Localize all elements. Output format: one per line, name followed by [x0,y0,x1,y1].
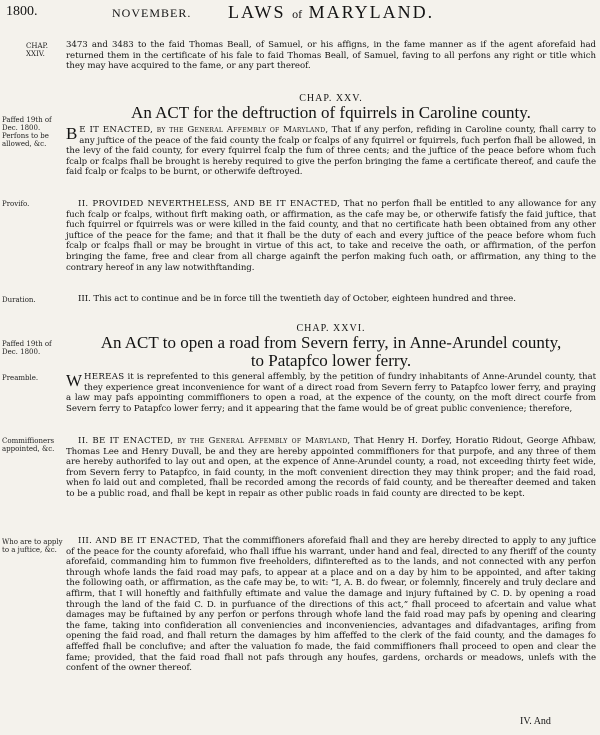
chapter-26-label: CHAP. XXVI. [296,323,366,334]
page-year: 1800. [6,4,38,19]
title-maryland: MARYLAND. [308,2,435,22]
enact-text: That if any perfon, refiding in Caroline county, fhall carry to any juftice of the peace of the faid county the fcalp or fcalps of any fquirrel or fquirrels, fuch perfon fhall be allowed, in the levy of the faid county, for every fquirrel fcalp the fum of three cents; and the juftice of the peace before whom fuch fcalp or fcalps fhall be brought is hereby required to give the perfon bringing the fame a certificate thereof, and caufe the faid fcalp or fcalps to be burnt, or otherwife deftroyed. [66,125,596,178]
chapter-26-preamble [66,372,596,414]
margin-chap-label: CHAP. [26,42,49,50]
margin-preamble: Preamble. [2,374,39,382]
page-month: NOVEMBER. [112,6,192,20]
chapter-25-label: CHAP. XXV. [299,93,363,104]
chapter-25-duration: III. This act to continue and be in force till the twentieth day of October, eighteen hundred and three. [78,294,516,304]
chapter-26-act-title [66,334,596,370]
page-title [228,2,434,23]
margin-duration: Duration. [2,296,36,304]
title-laws: LAWS [228,2,286,22]
enact-26-text: That Henry H. Dorfey, Horatio Ridout, George Afhbaw, Thomas Lee and Henry Duvall, be and they are hereby appointed commiffioners for that purpofe, and any three of them are hereby authorifed to lay out and open, at the expence of Anne-Arundel county, a road, not exceeding thirty feet wide, from Severn ferry to Patapfco, in faid county, in the moft convenient direction they may think proper; and the faid road, when fo laid out and completed, fhall be recorded among the records of faid county, and be thereafter deemed and taken to be a public road, and fhall be kept in repair as other public roads in faid county are directed to be kept. [66,436,596,499]
enact-lead: E IT ENACTED, by the General Affembly of Maryland, [79,125,329,135]
apply-text: That the commiffioners aforefaid fhall and they are hereby directed to apply to any juftice of the peace for the county aforefaid, who fhall iffue his warrant, under hand and feal, directed to any fheriff of the county aforefaid, commanding him to fummon five freeholders, difinterefted as to the lands, and not connected with any perfon through whofe lands the faid road may pafs, to appear at a place and on a day by him to be appointed, and after taking the following oath, or affirmation, as the cafe may be, to wit: “I, A. B. do fwear, or folemnly, fincerely and truly declare and affirm, that I will honeftly and faithfully eftimate and value the damage and injury fuftained by C. D. by opening a road through the land of the faid C. D. in purfuance of the directions of this act,” fhall proceed to afcertain and value what damages may be fuftained by any perfon or perfons through whofe land the faid road may pafs by opening and clearing the fame, taking into confideration all conveniencies and inconveniencies, advantages and difadvantages, arifing from opening the faid road, and fhall return the damages by him affeffed to the clerk of the faid county, and the damages fo affeffed fhall be conclufive; and after the valuation fo made, the faid commiffioners fhall proceed to open and clear the fame; provided, that the faid road fhall not pafs through any houfes, gardens, orchards or meadows, unlefs with the confent of the owner thereof. [66,536,597,674]
chapter-26-apply [66,536,596,674]
preamble-text: it is reprefented to this general affembly, by the petition of fundry inhabitants of Anne-Arundel county, that they experience great inconvenience for want of a direct road from Severn ferry to Patapfco lower ferry, and praying a law may pafs appointing commiffioners to open a road, at the expence of the county, on the moft direct courfe from Severn ferry to Patapfco lower ferry; and it appearing that the fame would be of great public convenience; therefore, [66,372,596,414]
chapter-25-proviso [66,199,596,273]
margin-proviso: Provifo. [2,200,30,208]
chapter-25-act-title: An ACT for the deftruction of fquirrels in Caroline county. [131,103,531,122]
margin-ch26-passed: Paffed 19th of Dec. 1800. [2,340,52,356]
proviso-lead: II. PROVIDED NEVERTHELESS, AND BE IT ENACTED, [78,199,341,209]
chapter-25-enact [66,125,596,178]
margin-ch25-passed: Paffed 19th of Dec. 1800. Perfons to be allowed, &c. [2,116,52,148]
apply-lead: III. AND BE IT ENACTED, [78,536,201,546]
margin-commissioners: Commiffioners appointed, &c. [2,437,55,453]
margin-chap-number: XXIV. [26,50,45,58]
act-title-line-1: An ACT to open a road from Severn ferry, in Anne-Arundel county, [100,333,562,352]
act-title-line-2: to Patapfco lower ferry. [250,351,412,370]
preamble-lead: HEREAS [84,372,125,382]
catchword: IV. And [520,716,551,727]
chapter-24-text: 3473 and 3483 to the faid Thomas Beall, of Samuel, or his affigns, in the fame manner as if the agent aforefaid had returned them in the certificate of his fale to faid Thomas Beall, of Samuel, faving to all perfons any right or title which they may have acquired to the fame, or any part thereof. [66,40,596,72]
proviso-text: That no perfon fhall be entitled to any allowance for any fuch fcalp or fcalps, without firft making oath, or affirmation, as the cafe may be, or otherwife fatisfy the faid juftice, that fuch fquirrel or fquirrels was or were killed in the faid county, and that no certificate hath been obtained from any other juftice of the peace for the fame; and that it fhall be the duty of each and every juftice of the peace before whom fuch fcalp or fcalps fhall or may be brought in virtue of this act, to take and receive the oath, or affirmation, of the perfon bringing the fame, free and clear from all charge againft the perfon making fuch oath, or affirmation, any thing to the contrary hereof in any law notwithftanding. [66,199,597,273]
enact-26-lead: II. BE IT ENACTED, by the General Affembly of Maryland, [78,436,351,446]
dropcap-w: W [66,371,82,390]
title-of: of [292,7,303,21]
dropcap-b: B [66,124,78,143]
margin-apply: Who are to apply to a juftice, &c. [2,538,63,554]
chapter-26-enact [66,436,596,500]
